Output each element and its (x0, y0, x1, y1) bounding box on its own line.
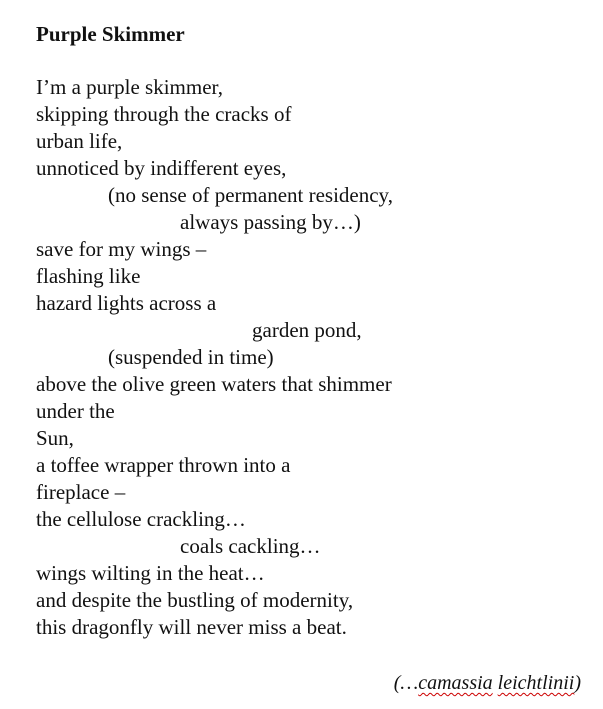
signature-name-part1: camassia (418, 672, 493, 694)
poem-line: urban life, (36, 129, 123, 153)
poem-line: I’m a purple skimmer, (36, 75, 223, 99)
poem-line: skipping through the cracks of (36, 102, 292, 126)
poem-line: above the olive green waters that shimmer (36, 372, 392, 396)
poem-line: (no sense of permanent residency, (108, 183, 393, 207)
poem-line: unnoticed by indifferent eyes, (36, 156, 287, 180)
poem-line: (suspended in time) (108, 345, 274, 369)
signature (394, 670, 581, 696)
signature-name-part2: leichtlinii (497, 672, 575, 694)
poem-line: this dragonfly will never miss a beat. (36, 615, 347, 639)
poem-title: Purple Skimmer (36, 22, 185, 46)
poem-line: hazard lights across a (36, 291, 217, 315)
poem-line: wings wilting in the heat… (36, 561, 265, 585)
poem-line: coals cackling… (180, 534, 321, 558)
signature-suffix: ) (574, 672, 581, 694)
poem-line: and despite the bustling of modernity, (36, 588, 354, 612)
poem-line: the cellulose crackling… (36, 507, 246, 531)
signature-prefix: (… (393, 672, 419, 694)
poem-body (36, 74, 596, 641)
poem-line: garden pond, (252, 318, 362, 342)
poem-line: flashing like (36, 264, 141, 288)
poem-line: always passing by…) (180, 210, 361, 234)
poem-line: fireplace – (36, 480, 126, 504)
poem-line: under the (36, 399, 115, 423)
poem-line: a toffee wrapper thrown into a (36, 453, 291, 477)
poem-line: Sun, (36, 426, 74, 450)
poem-line: save for my wings – (36, 237, 207, 261)
